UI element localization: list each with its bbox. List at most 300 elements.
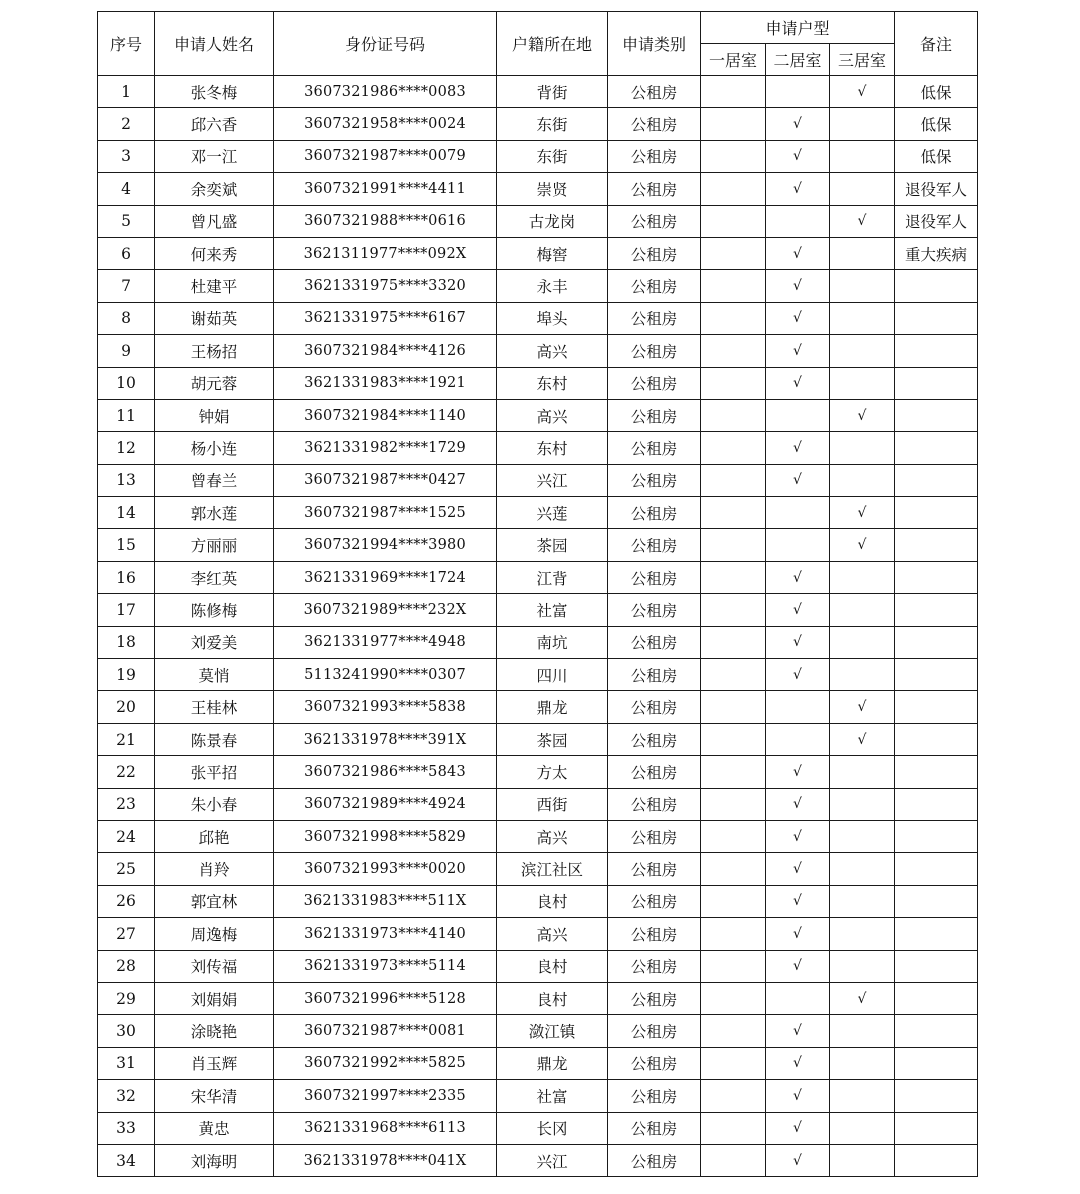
cell-seq: 14	[98, 497, 155, 529]
table-row	[98, 723, 978, 755]
unit-cell-empty	[830, 464, 895, 496]
cell-category: 公租房	[608, 76, 701, 108]
cell-id: 3621331983****1921	[274, 367, 497, 399]
cell-id: 3607321987****0081	[274, 1015, 497, 1047]
cell-id: 3607321994****3980	[274, 529, 497, 561]
unit-check-mark: √	[766, 237, 830, 269]
cell-category: 公租房	[608, 626, 701, 658]
cell-location: 良村	[497, 950, 608, 982]
cell-location: 良村	[497, 885, 608, 917]
cell-name: 陈景春	[155, 723, 274, 755]
unit-cell-empty	[830, 140, 895, 172]
unit-cell-empty	[701, 464, 766, 496]
cell-category: 公租房	[608, 1015, 701, 1047]
cell-remark	[895, 335, 978, 367]
cell-remark	[895, 270, 978, 302]
unit-cell-empty	[830, 270, 895, 302]
unit-cell-empty	[830, 367, 895, 399]
cell-category: 公租房	[608, 1080, 701, 1112]
unit-check-mark: √	[766, 1047, 830, 1079]
cell-seq: 24	[98, 820, 155, 852]
cell-remark	[895, 756, 978, 788]
unit-cell-empty	[701, 756, 766, 788]
cell-name: 刘海明	[155, 1144, 274, 1176]
unit-cell-empty	[766, 529, 830, 561]
cell-category: 公租房	[608, 756, 701, 788]
unit-cell-empty	[830, 561, 895, 593]
cell-id: 3607321988****0616	[274, 205, 497, 237]
unit-cell-empty	[830, 853, 895, 885]
cell-category: 公租房	[608, 302, 701, 334]
cell-location: 南坑	[497, 626, 608, 658]
unit-cell-empty	[830, 302, 895, 334]
cell-remark	[895, 594, 978, 626]
unit-cell-empty	[701, 76, 766, 108]
cell-location: 崇贤	[497, 173, 608, 205]
table-row	[98, 756, 978, 788]
cell-remark	[895, 367, 978, 399]
cell-id: 3607321998****5829	[274, 820, 497, 852]
table-row	[98, 237, 978, 269]
unit-check-mark: √	[766, 140, 830, 172]
cell-category: 公租房	[608, 529, 701, 561]
cell-id: 3607321987****0079	[274, 140, 497, 172]
cell-location: 长冈	[497, 1112, 608, 1144]
unit-check-mark: √	[766, 626, 830, 658]
cell-id: 3607321986****5843	[274, 756, 497, 788]
cell-seq: 16	[98, 561, 155, 593]
cell-id: 3607321989****4924	[274, 788, 497, 820]
table-row	[98, 1047, 978, 1079]
cell-id: 3607321986****0083	[274, 76, 497, 108]
cell-seq: 28	[98, 950, 155, 982]
cell-remark	[895, 399, 978, 431]
table-row	[98, 367, 978, 399]
table-row	[98, 820, 978, 852]
cell-seq: 8	[98, 302, 155, 334]
cell-remark: 低保	[895, 108, 978, 140]
cell-seq: 23	[98, 788, 155, 820]
cell-category: 公租房	[608, 140, 701, 172]
header-seq: 序号	[98, 12, 155, 76]
cell-category: 公租房	[608, 982, 701, 1014]
table-row	[98, 529, 978, 561]
header-remark: 备注	[895, 12, 978, 76]
cell-category: 公租房	[608, 270, 701, 302]
cell-location: 兴莲	[497, 497, 608, 529]
cell-name: 朱小春	[155, 788, 274, 820]
unit-cell-empty	[701, 659, 766, 691]
unit-check-mark: √	[830, 982, 895, 1014]
unit-cell-empty	[701, 1144, 766, 1176]
cell-seq: 29	[98, 982, 155, 1014]
table-row	[98, 205, 978, 237]
unit-cell-empty	[766, 497, 830, 529]
table-row	[98, 1080, 978, 1112]
unit-cell-empty	[830, 335, 895, 367]
cell-location: 社富	[497, 594, 608, 626]
table-row	[98, 335, 978, 367]
cell-seq: 9	[98, 335, 155, 367]
unit-check-mark: √	[766, 367, 830, 399]
unit-cell-empty	[701, 982, 766, 1014]
cell-id: 3621331975****6167	[274, 302, 497, 334]
table-row	[98, 691, 978, 723]
cell-name: 邱六香	[155, 108, 274, 140]
table-row	[98, 270, 978, 302]
unit-cell-empty	[830, 1080, 895, 1112]
cell-seq: 26	[98, 885, 155, 917]
unit-check-mark: √	[766, 1015, 830, 1047]
cell-seq: 3	[98, 140, 155, 172]
table-row	[98, 1144, 978, 1176]
applicant-table-sheet	[97, 11, 977, 1177]
cell-name: 余奕斌	[155, 173, 274, 205]
unit-cell-empty	[701, 302, 766, 334]
unit-cell-empty	[830, 820, 895, 852]
unit-cell-empty	[830, 594, 895, 626]
cell-seq: 34	[98, 1144, 155, 1176]
unit-check-mark: √	[766, 659, 830, 691]
unit-cell-empty	[766, 723, 830, 755]
cell-remark	[895, 723, 978, 755]
cell-location: 高兴	[497, 399, 608, 431]
unit-check-mark: √	[830, 691, 895, 723]
cell-category: 公租房	[608, 950, 701, 982]
unit-cell-empty	[830, 1144, 895, 1176]
cell-remark	[895, 918, 978, 950]
cell-name: 方丽丽	[155, 529, 274, 561]
unit-check-mark: √	[830, 723, 895, 755]
cell-location: 东村	[497, 367, 608, 399]
table-row	[98, 432, 978, 464]
unit-cell-empty	[701, 1112, 766, 1144]
cell-category: 公租房	[608, 1144, 701, 1176]
unit-cell-empty	[701, 335, 766, 367]
table-row	[98, 108, 978, 140]
unit-cell-empty	[701, 140, 766, 172]
unit-check-mark: √	[766, 1144, 830, 1176]
unit-cell-empty	[701, 918, 766, 950]
unit-cell-empty	[766, 205, 830, 237]
table-row	[98, 1015, 978, 1047]
cell-category: 公租房	[608, 820, 701, 852]
cell-seq: 7	[98, 270, 155, 302]
cell-location: 永丰	[497, 270, 608, 302]
cell-id: 3621331969****1724	[274, 561, 497, 593]
unit-cell-empty	[701, 205, 766, 237]
cell-category: 公租房	[608, 885, 701, 917]
cell-name: 邓一江	[155, 140, 274, 172]
unit-cell-empty	[830, 950, 895, 982]
cell-name: 刘爱美	[155, 626, 274, 658]
unit-check-mark: √	[766, 173, 830, 205]
table-body	[98, 76, 978, 1177]
unit-cell-empty	[701, 723, 766, 755]
cell-id: 3607321984****4126	[274, 335, 497, 367]
unit-cell-empty	[701, 561, 766, 593]
cell-remark	[895, 982, 978, 1014]
cell-id: 3621331982****1729	[274, 432, 497, 464]
unit-cell-empty	[701, 399, 766, 431]
cell-location: 东街	[497, 108, 608, 140]
cell-name: 周逸梅	[155, 918, 274, 950]
unit-cell-empty	[701, 270, 766, 302]
cell-location: 茶园	[497, 723, 608, 755]
cell-location: 鼎龙	[497, 691, 608, 723]
cell-remark	[895, 561, 978, 593]
unit-cell-empty	[830, 432, 895, 464]
unit-check-mark: √	[830, 76, 895, 108]
cell-remark	[895, 788, 978, 820]
cell-seq: 2	[98, 108, 155, 140]
cell-remark	[895, 1080, 978, 1112]
header-unit-three: 三居室	[830, 44, 895, 76]
cell-id: 3621331975****3320	[274, 270, 497, 302]
unit-check-mark: √	[766, 918, 830, 950]
unit-check-mark: √	[766, 108, 830, 140]
table-row	[98, 497, 978, 529]
cell-category: 公租房	[608, 594, 701, 626]
cell-name: 肖玉辉	[155, 1047, 274, 1079]
cell-seq: 5	[98, 205, 155, 237]
cell-name: 杜建平	[155, 270, 274, 302]
cell-location: 社富	[497, 1080, 608, 1112]
cell-name: 黄忠	[155, 1112, 274, 1144]
cell-location: 西街	[497, 788, 608, 820]
unit-check-mark: √	[766, 335, 830, 367]
cell-name: 王桂林	[155, 691, 274, 723]
table-row	[98, 399, 978, 431]
unit-cell-empty	[701, 1080, 766, 1112]
unit-check-mark: √	[766, 594, 830, 626]
cell-remark	[895, 853, 978, 885]
table-row	[98, 788, 978, 820]
header-unit-two: 二居室	[766, 44, 830, 76]
unit-cell-empty	[830, 108, 895, 140]
unit-check-mark: √	[830, 529, 895, 561]
unit-check-mark: √	[766, 1112, 830, 1144]
cell-name: 涂晓艳	[155, 1015, 274, 1047]
cell-category: 公租房	[608, 108, 701, 140]
cell-name: 曾凡盛	[155, 205, 274, 237]
cell-name: 郭水莲	[155, 497, 274, 529]
cell-name: 邱艳	[155, 820, 274, 852]
cell-category: 公租房	[608, 659, 701, 691]
cell-name: 肖羚	[155, 853, 274, 885]
cell-category: 公租房	[608, 853, 701, 885]
cell-seq: 4	[98, 173, 155, 205]
cell-seq: 1	[98, 76, 155, 108]
cell-seq: 25	[98, 853, 155, 885]
cell-name: 刘传福	[155, 950, 274, 982]
cell-remark: 重大疾病	[895, 237, 978, 269]
cell-remark	[895, 432, 978, 464]
cell-location: 滨江社区	[497, 853, 608, 885]
cell-seq: 18	[98, 626, 155, 658]
cell-remark	[895, 302, 978, 334]
cell-category: 公租房	[608, 918, 701, 950]
cell-remark	[895, 1047, 978, 1079]
cell-location: 高兴	[497, 820, 608, 852]
cell-name: 郭宜林	[155, 885, 274, 917]
cell-id: 3607321996****5128	[274, 982, 497, 1014]
cell-category: 公租房	[608, 335, 701, 367]
table-row	[98, 302, 978, 334]
unit-check-mark: √	[766, 756, 830, 788]
unit-cell-empty	[766, 982, 830, 1014]
cell-seq: 32	[98, 1080, 155, 1112]
table-row	[98, 982, 978, 1014]
cell-location: 东街	[497, 140, 608, 172]
cell-remark	[895, 885, 978, 917]
unit-check-mark: √	[766, 950, 830, 982]
cell-id: 3607321987****1525	[274, 497, 497, 529]
unit-cell-empty	[701, 367, 766, 399]
cell-location: 江背	[497, 561, 608, 593]
cell-id: 3607321992****5825	[274, 1047, 497, 1079]
cell-id: 3607321984****1140	[274, 399, 497, 431]
cell-id: 3607321993****0020	[274, 853, 497, 885]
cell-category: 公租房	[608, 1047, 701, 1079]
cell-name: 胡元蓉	[155, 367, 274, 399]
cell-remark	[895, 529, 978, 561]
cell-remark: 低保	[895, 140, 978, 172]
unit-cell-empty	[830, 626, 895, 658]
unit-cell-empty	[701, 691, 766, 723]
cell-location: 东村	[497, 432, 608, 464]
cell-location: 鼎龙	[497, 1047, 608, 1079]
cell-name: 张冬梅	[155, 76, 274, 108]
cell-category: 公租房	[608, 497, 701, 529]
cell-name: 莫悄	[155, 659, 274, 691]
cell-location: 兴江	[497, 464, 608, 496]
unit-cell-empty	[701, 173, 766, 205]
cell-seq: 6	[98, 237, 155, 269]
cell-location: 良村	[497, 982, 608, 1014]
unit-cell-empty	[701, 788, 766, 820]
cell-id: 3621311977****092X	[274, 237, 497, 269]
cell-remark	[895, 950, 978, 982]
unit-cell-empty	[830, 1112, 895, 1144]
cell-remark	[895, 820, 978, 852]
cell-location: 高兴	[497, 918, 608, 950]
cell-id: 3607321958****0024	[274, 108, 497, 140]
unit-cell-empty	[830, 918, 895, 950]
table-row	[98, 626, 978, 658]
cell-category: 公租房	[608, 561, 701, 593]
cell-remark	[895, 659, 978, 691]
unit-check-mark: √	[830, 205, 895, 237]
cell-seq: 33	[98, 1112, 155, 1144]
cell-seq: 11	[98, 399, 155, 431]
cell-id: 3621331978****041X	[274, 1144, 497, 1176]
unit-cell-empty	[830, 885, 895, 917]
table-row	[98, 659, 978, 691]
table-row	[98, 140, 978, 172]
cell-id: 3607321997****2335	[274, 1080, 497, 1112]
cell-location: 四川	[497, 659, 608, 691]
cell-id: 3621331973****5114	[274, 950, 497, 982]
unit-check-mark: √	[766, 885, 830, 917]
table-row	[98, 1112, 978, 1144]
unit-cell-empty	[701, 108, 766, 140]
cell-name: 曾春兰	[155, 464, 274, 496]
unit-cell-empty	[701, 529, 766, 561]
cell-location: 潋江镇	[497, 1015, 608, 1047]
cell-category: 公租房	[608, 1112, 701, 1144]
cell-seq: 12	[98, 432, 155, 464]
cell-name: 宋华清	[155, 1080, 274, 1112]
cell-seq: 22	[98, 756, 155, 788]
cell-location: 高兴	[497, 335, 608, 367]
unit-cell-empty	[830, 788, 895, 820]
unit-check-mark: √	[766, 270, 830, 302]
unit-cell-empty	[701, 237, 766, 269]
cell-name: 王杨招	[155, 335, 274, 367]
unit-cell-empty	[766, 76, 830, 108]
unit-cell-empty	[830, 1015, 895, 1047]
cell-id: 5113241990****0307	[274, 659, 497, 691]
cell-location: 茶园	[497, 529, 608, 561]
unit-cell-empty	[830, 1047, 895, 1079]
cell-seq: 10	[98, 367, 155, 399]
unit-cell-empty	[701, 497, 766, 529]
table-row	[98, 853, 978, 885]
cell-category: 公租房	[608, 723, 701, 755]
cell-name: 何来秀	[155, 237, 274, 269]
cell-name: 刘娟娟	[155, 982, 274, 1014]
cell-location: 梅窖	[497, 237, 608, 269]
cell-id: 3607321989****232X	[274, 594, 497, 626]
cell-location: 埠头	[497, 302, 608, 334]
cell-id: 3621331978****391X	[274, 723, 497, 755]
unit-check-mark: √	[766, 853, 830, 885]
header-id: 身份证号码	[274, 12, 497, 76]
cell-remark	[895, 691, 978, 723]
cell-seq: 21	[98, 723, 155, 755]
cell-seq: 19	[98, 659, 155, 691]
cell-remark	[895, 1112, 978, 1144]
unit-cell-empty	[766, 691, 830, 723]
cell-category: 公租房	[608, 237, 701, 269]
table-row	[98, 76, 978, 108]
cell-category: 公租房	[608, 399, 701, 431]
unit-cell-empty	[701, 594, 766, 626]
unit-cell-empty	[830, 237, 895, 269]
cell-remark: 退役军人	[895, 173, 978, 205]
unit-cell-empty	[701, 885, 766, 917]
unit-check-mark: √	[766, 464, 830, 496]
cell-seq: 31	[98, 1047, 155, 1079]
unit-check-mark: √	[766, 432, 830, 464]
cell-id: 3621331983****511X	[274, 885, 497, 917]
header-location: 户籍所在地	[497, 12, 608, 76]
cell-seq: 30	[98, 1015, 155, 1047]
cell-seq: 27	[98, 918, 155, 950]
cell-id: 3607321987****0427	[274, 464, 497, 496]
unit-check-mark: √	[766, 788, 830, 820]
cell-name: 陈修梅	[155, 594, 274, 626]
cell-category: 公租房	[608, 464, 701, 496]
cell-id: 3621331977****4948	[274, 626, 497, 658]
unit-check-mark: √	[766, 302, 830, 334]
cell-seq: 13	[98, 464, 155, 496]
unit-cell-empty	[766, 399, 830, 431]
cell-name: 谢茹英	[155, 302, 274, 334]
cell-location: 背街	[497, 76, 608, 108]
unit-check-mark: √	[766, 820, 830, 852]
